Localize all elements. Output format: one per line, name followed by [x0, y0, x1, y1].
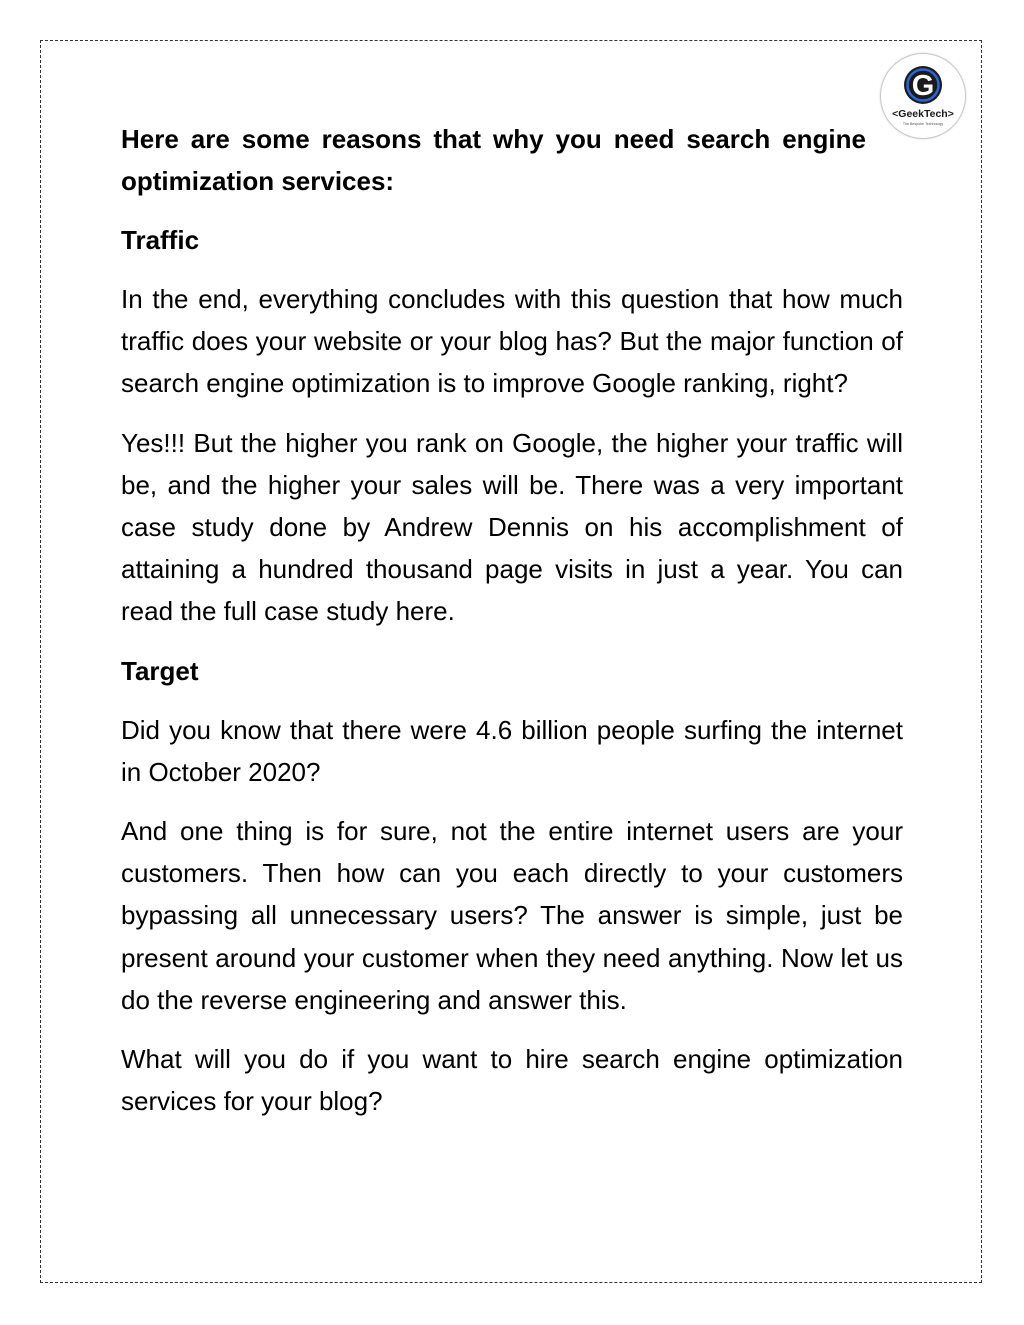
intro-heading: Here are some reasons that why you need search engine optimization services:	[121, 124, 866, 196]
document-body	[121, 118, 903, 1139]
logo-tagline: The Bespoke Technology	[902, 122, 944, 126]
svg-text:G: G	[911, 70, 935, 102]
section-title-traffic: Traffic	[121, 225, 200, 255]
logo-wordmark: <GeekTech>	[892, 108, 954, 120]
target-paragraph-3: What will you do if you want to hire search engine optimization services for your blog?	[121, 1044, 903, 1117]
traffic-paragraph-1: In the end, everything concludes with this question that how much traffic does your website or your blog has? But the major function of search engine optimization is to improve Google ranking, right?	[121, 284, 903, 399]
traffic-paragraph-2: Yes!!! But the higher you rank on Google, the higher your traffic will be, and the higher your sales will be. There was a very important case study done by Andrew Dennis on his accomplishment of attaining a hundred thousand page visits in just a year. You can read the full case study here.	[121, 427, 903, 627]
target-paragraph-2: And one thing is for sure, not the entire internet users are your customers. Then how can you each directly to your customers bypassing all unnecessary users? The answer is simple, just be present around your customer when they need anything. Now let us do the reverse engineering and answer this.	[121, 816, 903, 1015]
target-paragraph-1: Did you know that there were 4.6 billion people surfing the internet in October 2020?	[121, 714, 903, 787]
section-title-target: Target	[121, 655, 199, 686]
